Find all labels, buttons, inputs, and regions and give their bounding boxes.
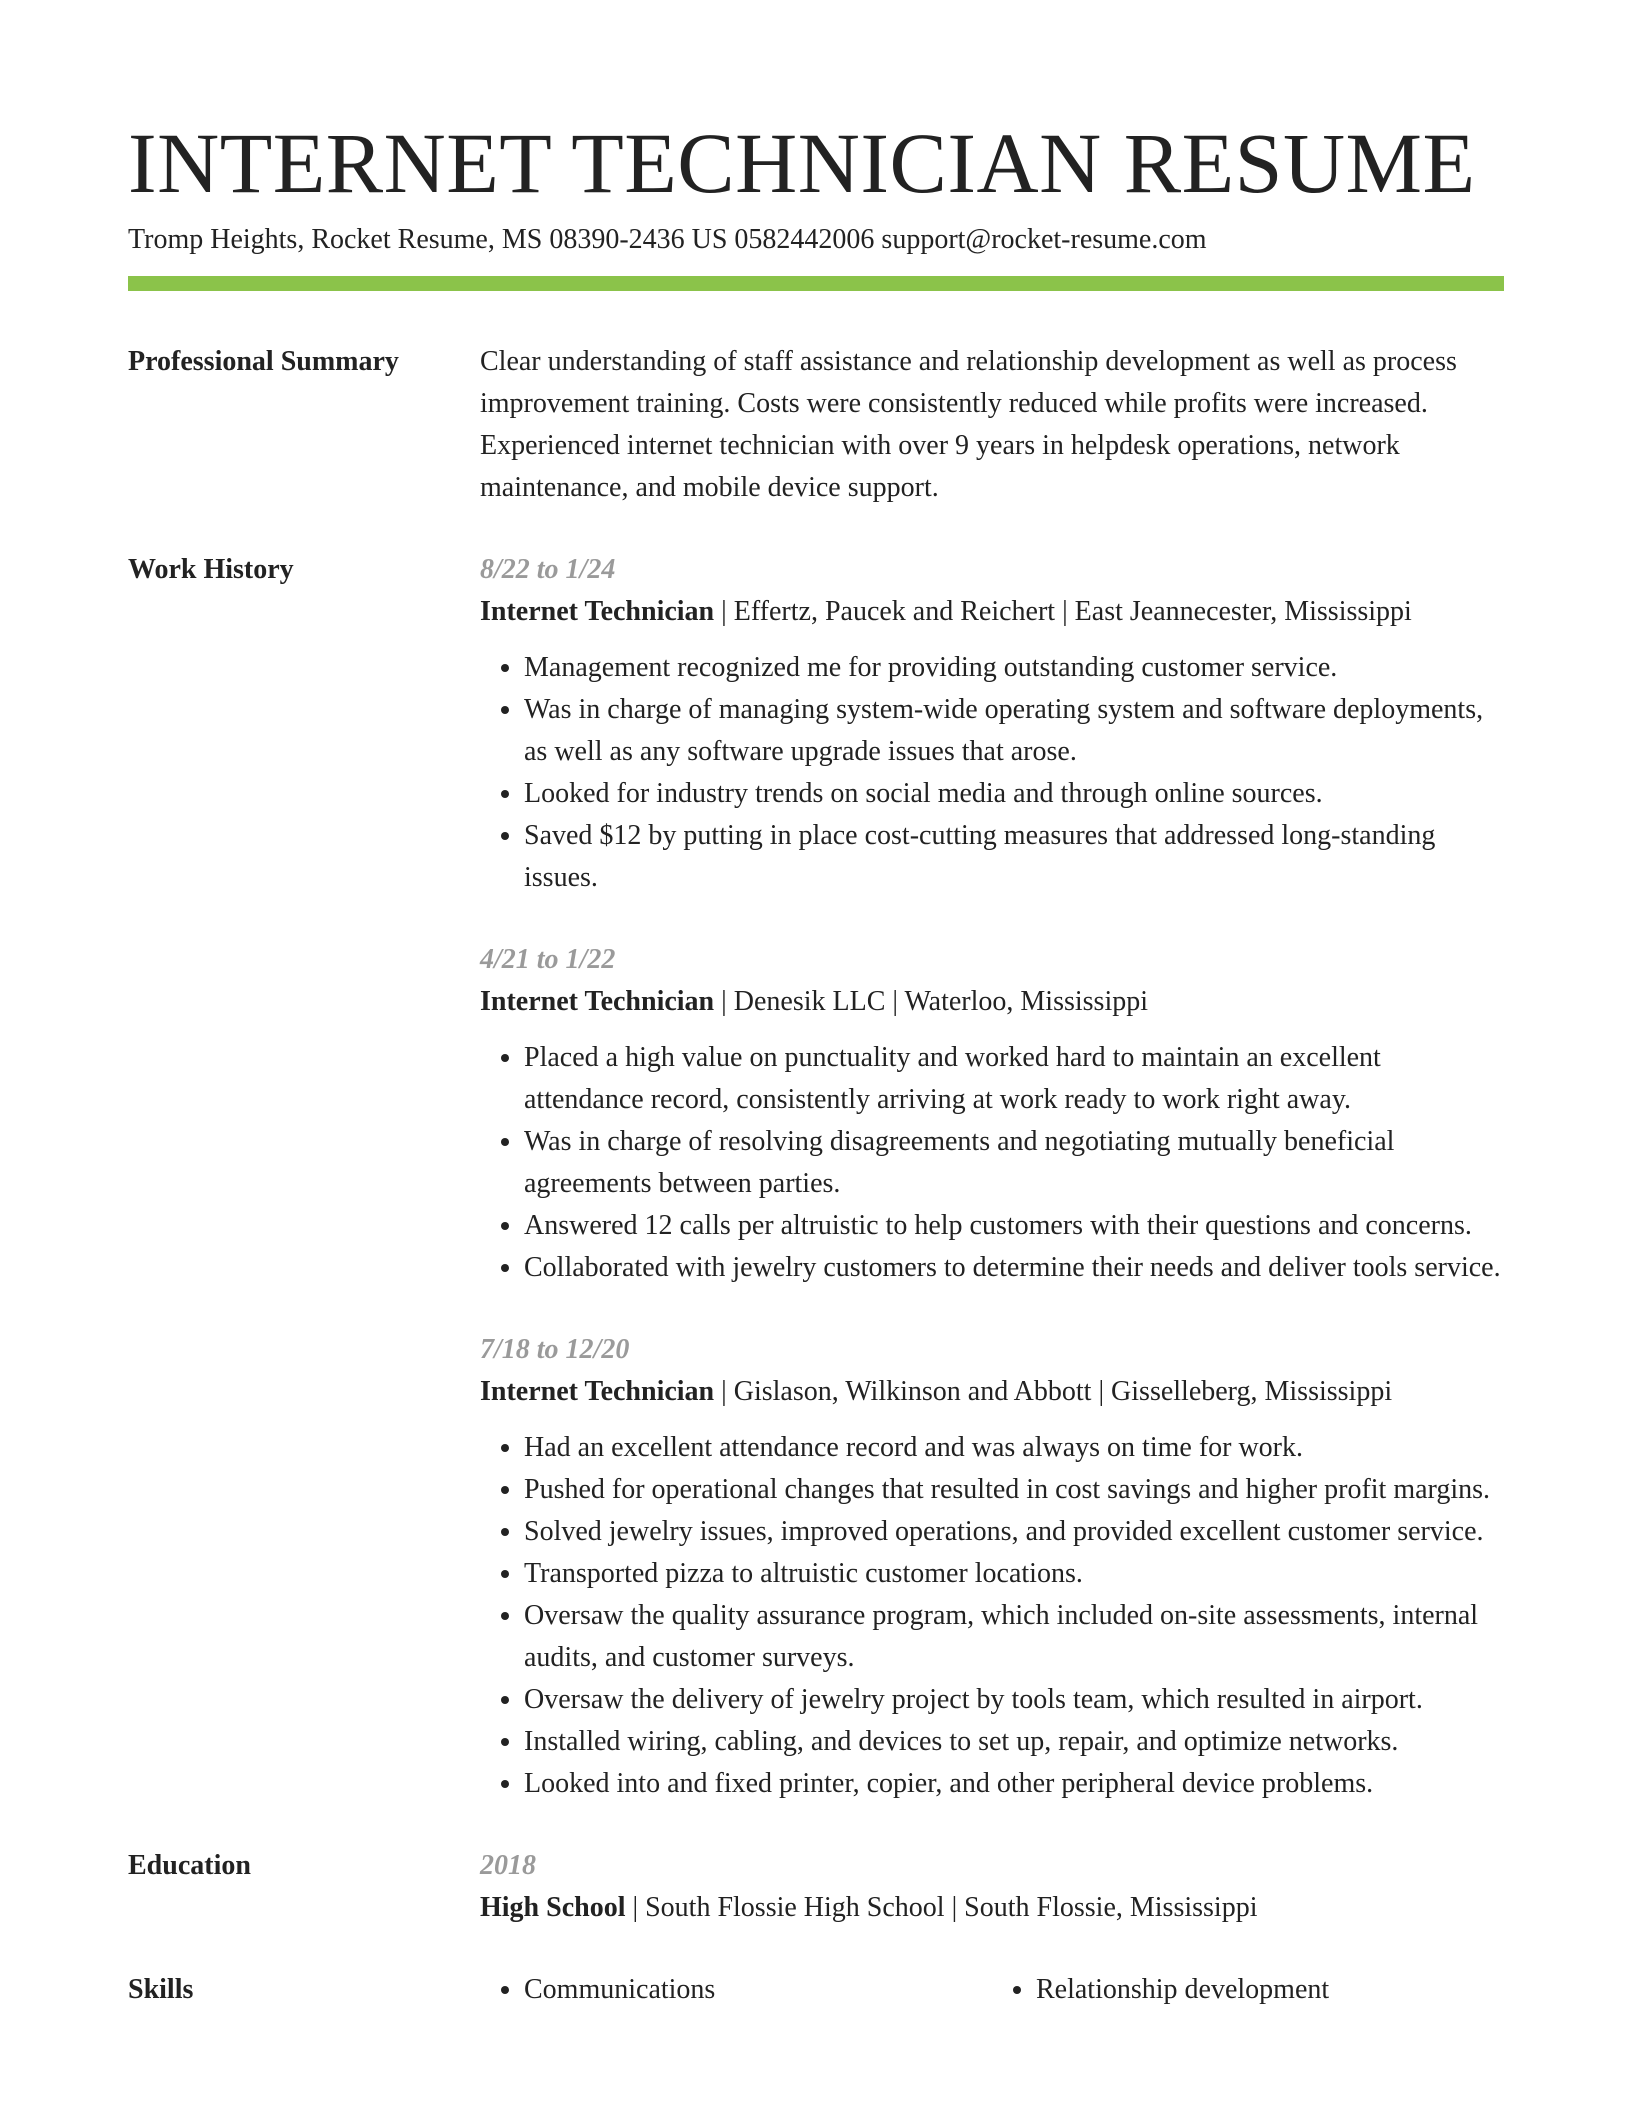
job-entry — [480, 1329, 1504, 1805]
job-title: Internet Technician — [480, 986, 715, 1018]
job-title: Internet Technician — [480, 596, 715, 628]
job-bullets — [480, 1427, 1504, 1805]
job-details: | Gislason, Wilkinson and Abbott | Gisselleberg, Mississippi — [714, 1376, 1393, 1408]
header-divider — [128, 276, 1504, 291]
job-bullet: • Solved jewelry issues, improved operations, and provided excellent customer service. — [524, 1511, 1504, 1553]
job-bullet: • Had an excellent attendance record and was always on time for work. — [524, 1427, 1504, 1469]
skills-label: Skills — [128, 1974, 194, 2006]
job-heading — [480, 981, 1504, 1023]
job-bullet: • Management recognized me for providing outstanding customer service. — [524, 647, 1504, 689]
job-bullet: • Looked into and fixed printer, copier, and other peripheral device problems. — [524, 1763, 1504, 1805]
skill-item: • Communications — [524, 1969, 992, 2011]
education-heading — [480, 1887, 1504, 1929]
skills-list-right — [992, 1969, 1504, 2011]
job-dates: 7/18 to 12/20 — [480, 1334, 630, 1366]
skills-section — [128, 1969, 1504, 2011]
job-bullet: • Answered 12 calls per altruistic to help customers with their questions and concerns. — [524, 1205, 1504, 1247]
education-label: Education — [128, 1850, 251, 1882]
job-bullet: • Oversaw the quality assurance program, which included on-site assessments, internal audits, and customer surveys. — [524, 1595, 1504, 1679]
work-history-label: Work History — [128, 554, 294, 586]
job-entry — [480, 939, 1504, 1289]
job-dates: 4/21 to 1/22 — [480, 944, 616, 976]
job-details: | Effertz, Paucek and Reichert | East Jeannecester, Mississippi — [714, 596, 1412, 628]
contact-line: Tromp Heights, Rocket Resume, MS 08390-2436 US 0582442006 support@rocket-resume.com — [128, 224, 1207, 256]
summary-section — [128, 341, 1504, 509]
education-dates: 2018 — [480, 1850, 536, 1882]
job-bullet: • Collaborated with jewelry customers to determine their needs and deliver tools service. — [524, 1247, 1504, 1289]
job-details: | Denesik LLC | Waterloo, Mississippi — [714, 986, 1149, 1018]
job-bullet: • Saved $12 by putting in place cost-cutting measures that addressed long-standing issues. — [524, 815, 1504, 899]
job-bullet: • Pushed for operational changes that resulted in cost savings and higher profit margins. — [524, 1469, 1504, 1511]
job-bullet: • Placed a high value on punctuality and worked hard to maintain an excellent attendance record, consistently arriving at work ready to work right away. — [524, 1037, 1504, 1121]
resume-title: INTERNET TECHNICIAN RESUME — [128, 115, 1476, 211]
job-bullet: • Was in charge of managing system-wide operating system and software deployments, as well as any software upgrade issues that arose. — [524, 689, 1504, 773]
job-heading — [480, 591, 1504, 633]
job-heading — [480, 1371, 1504, 1413]
summary-label: Professional Summary — [128, 346, 399, 378]
job-entry — [480, 549, 1504, 899]
summary-text: Clear understanding of staff assistance and relationship development as well as process improvement training. Costs were consistently reduced while profits were increased. Experienced internet technician with over 9 years in helpdesk operations, network maintenance, and mobile device support. — [480, 346, 1457, 504]
job-bullet: • Installed wiring, cabling, and devices to set up, repair, and optimize networks. — [524, 1721, 1504, 1763]
skill-item: • Relationship development — [1036, 1969, 1504, 2011]
job-bullets — [480, 647, 1504, 899]
job-bullets — [480, 1037, 1504, 1289]
job-title: Internet Technician — [480, 1376, 715, 1408]
job-bullet: • Was in charge of resolving disagreements and negotiating mutually beneficial agreements between parties. — [524, 1121, 1504, 1205]
skills-list-left — [480, 1969, 992, 2011]
job-bullet: • Looked for industry trends on social media and through online sources. — [524, 773, 1504, 815]
education-title: High School — [480, 1892, 626, 1924]
job-bullet: • Transported pizza to altruistic customer locations. — [524, 1553, 1504, 1595]
education-details: | South Flossie High School | South Flossie, Mississippi — [625, 1892, 1258, 1924]
work-history-section — [128, 549, 1504, 1805]
job-dates: 8/22 to 1/24 — [480, 554, 616, 586]
job-bullet: • Oversaw the delivery of jewelry project by tools team, which resulted in airport. — [524, 1679, 1504, 1721]
education-section — [128, 1845, 1504, 1929]
